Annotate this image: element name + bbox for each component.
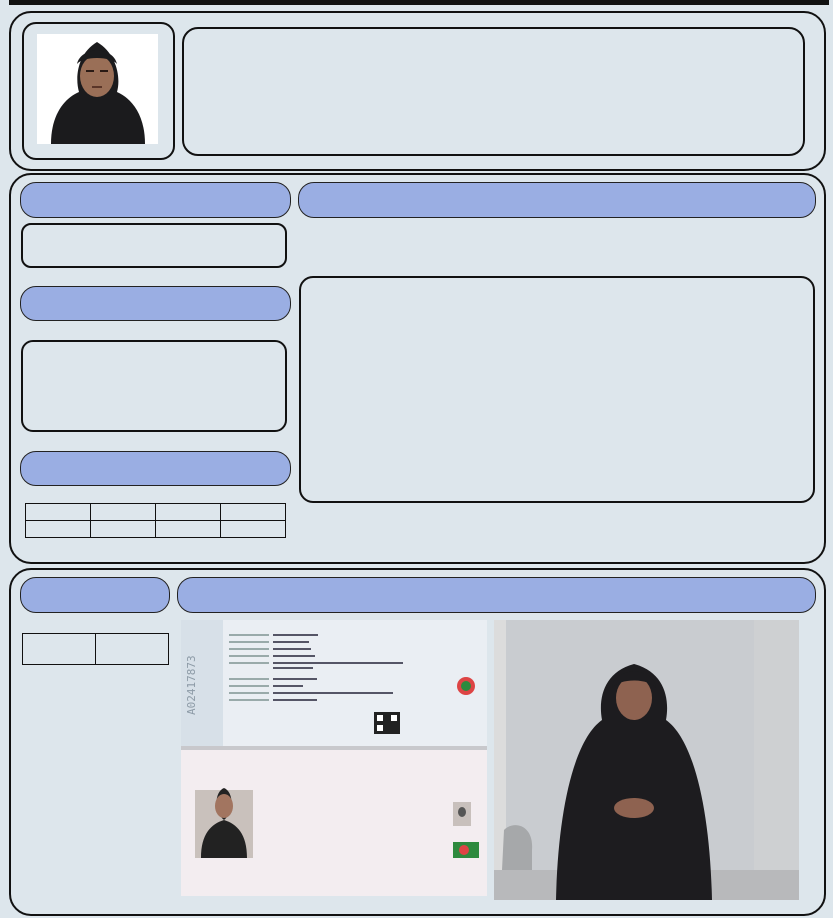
- work-value-cleaning: [156, 521, 221, 538]
- country-experience-table: [22, 633, 169, 665]
- work-col-cleaning: [156, 504, 221, 521]
- language-known-header: [20, 182, 291, 218]
- personal-info-box: [299, 276, 815, 503]
- passport-details-header: [20, 286, 291, 321]
- language-box: [21, 223, 287, 268]
- work-value-ironing: [221, 521, 286, 538]
- work-experience-header: [20, 451, 291, 486]
- work-col-cooking: [26, 504, 91, 521]
- work-col-ironing: [221, 504, 286, 521]
- full-length-photo: [494, 620, 799, 900]
- work-value-baby-care: [91, 521, 156, 538]
- period-column-header: [96, 634, 169, 665]
- work-value-cooking: [26, 521, 91, 538]
- work-experience-table: [25, 503, 286, 538]
- job-info-box: [182, 27, 805, 156]
- country-column-header: [23, 634, 96, 665]
- experience-header: [20, 577, 170, 613]
- passport-box: [21, 340, 287, 432]
- profile-photo: [37, 34, 158, 144]
- passport-scan-image: [181, 620, 487, 896]
- write-information-header: [177, 577, 816, 613]
- work-col-baby-care: [91, 504, 156, 521]
- svg-text:A02417873: A02417873: [185, 655, 198, 715]
- top-border-bar: [9, 0, 829, 5]
- personal-information-header: [298, 182, 816, 218]
